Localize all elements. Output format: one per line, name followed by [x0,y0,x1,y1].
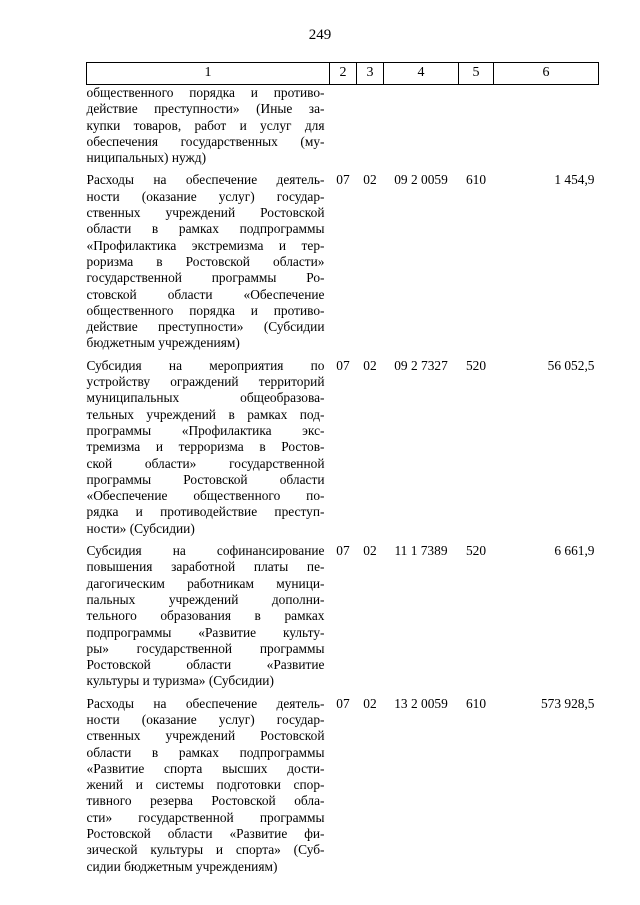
cell-target [384,85,459,167]
cell-subsection: 02 [363,695,377,711]
cell-amount [494,85,599,167]
description-line: сидии бюджетным учреждениям) [86,858,278,874]
description-line: Ростовской области «Развитие [86,657,325,673]
description-line: жений и системы подготовки спор- [86,777,325,793]
header-col-3: 3 [357,63,384,85]
table-row-continuation [87,85,599,167]
description-line: ности (оказание услуг) государ- [86,188,325,204]
description-line: бюджетным учреждениям) [86,335,240,351]
description-line: ской области» государственной [86,455,325,471]
description-line: купки товаров, работ и услуг для [86,117,325,133]
description-line: действие преступности» (Субсидии [86,319,325,335]
description-line: тремизма и терроризма в Ростов- [86,439,325,455]
cell-type: 520 [465,543,487,559]
description-line: ности» (Субсидии) [86,520,195,536]
header-col-2: 2 [330,63,357,85]
description-line: тельного образования в рамках [86,608,325,624]
description-line: сти» государственной программы [86,809,325,825]
table-row [87,352,599,537]
cell-subsection: 02 [363,357,377,373]
description-line: устройству ограждений территорий [86,374,325,390]
continuation-description [87,85,330,167]
description-line: повышения заработной платы пе- [86,559,325,575]
cell-target: 09 2 0059 [394,172,448,188]
description-line: программы «Профилактика экс- [86,422,325,438]
budget-table [86,62,599,875]
description-line: ственных учреждений Ростовской [86,205,325,221]
description-line: тивного резерва Ростовской обла- [86,793,325,809]
description-line: Ростовской области «Развитие фи- [86,826,325,842]
cell-section [330,85,357,167]
cell-subsection: 02 [363,172,377,188]
description-line: Субсидия на мероприятия по [86,357,325,373]
description-line: Субсидия на софинансирование [86,543,325,559]
description-line: тельных учреждений в рамках под- [86,406,325,422]
table-header [87,63,599,85]
description-line: культуры и туризма» (Субсидии) [86,673,274,689]
description-line: «Обеспечение общественного по- [86,488,325,504]
cell-section: 07 [336,172,350,188]
cell-type [459,85,494,167]
description-line: «Развитие спорта высших дости- [86,760,325,776]
cell-amount: 6 661,9 [554,543,595,559]
cell-target: 11 1 7389 [394,543,448,559]
cell-subsection: 02 [363,543,377,559]
description-line: Расходы на обеспечение деятель- [86,172,325,188]
header-col-1: 1 [87,63,330,85]
cell-description [87,537,330,690]
cell-target: 13 2 0059 [394,695,448,711]
description-line: программы Ростовской области [86,471,325,487]
description-line: ности (оказание услуг) государ- [86,711,325,727]
cell-section: 07 [336,543,350,559]
cell-type: 610 [465,172,487,188]
description-line: пальных учреждений дополни- [86,591,325,607]
description-line: государственной программы Ро- [86,270,325,286]
cell-amount: 573 928,5 [540,695,595,711]
cell-description [87,690,330,875]
description-line: области в рамках подпрограммы [86,221,325,237]
cell-amount: 1 454,9 [554,172,595,188]
description-line: действие преступности» (Иные за- [86,101,325,117]
description-line: ниципальных) нужд) [86,150,207,166]
table-body [87,85,599,875]
cell-type: 520 [465,357,487,373]
description-line: роризма в Ростовской области» [86,253,325,269]
budget-table-container [86,62,598,875]
description-line: зической культуры и спорта» (Суб- [86,842,325,858]
cell-type: 610 [465,695,487,711]
description-line: ственных учреждений Ростовской [86,728,325,744]
description-line: общественного порядка и противо- [86,302,325,318]
header-col-4: 4 [384,63,459,85]
description-line: «Профилактика экстремизма и тер- [86,237,325,253]
cell-description [87,166,330,351]
cell-amount: 56 052,5 [547,357,595,373]
table-row [87,537,599,690]
table-row [87,166,599,351]
header-col-5: 5 [459,63,494,85]
description-line: общественного порядка и противо- [86,85,325,100]
table-row [87,690,599,875]
cell-section: 07 [336,357,350,373]
page-number: 249 [308,27,332,43]
header-col-6: 6 [494,63,599,85]
cell-subsection [357,85,384,167]
header-row [87,63,599,85]
description-line: ры» государственной программы [86,640,325,656]
cell-section: 07 [336,695,350,711]
description-line: дагогическим работникам муници- [86,575,325,591]
description-line: муниципальных общеобразова- [86,390,325,406]
description-line: Расходы на обеспечение деятель- [86,695,325,711]
description-line: подпрограммы «Развитие культу- [86,624,325,640]
description-line: обеспечения государственных (му- [86,133,325,149]
cell-description [87,352,330,537]
description-line: стовской области «Обеспечение [86,286,325,302]
description-line: области в рамках подпрограммы [86,744,325,760]
cell-target: 09 2 7327 [394,357,448,373]
description-line: рядка и противодействие преступ- [86,504,325,520]
